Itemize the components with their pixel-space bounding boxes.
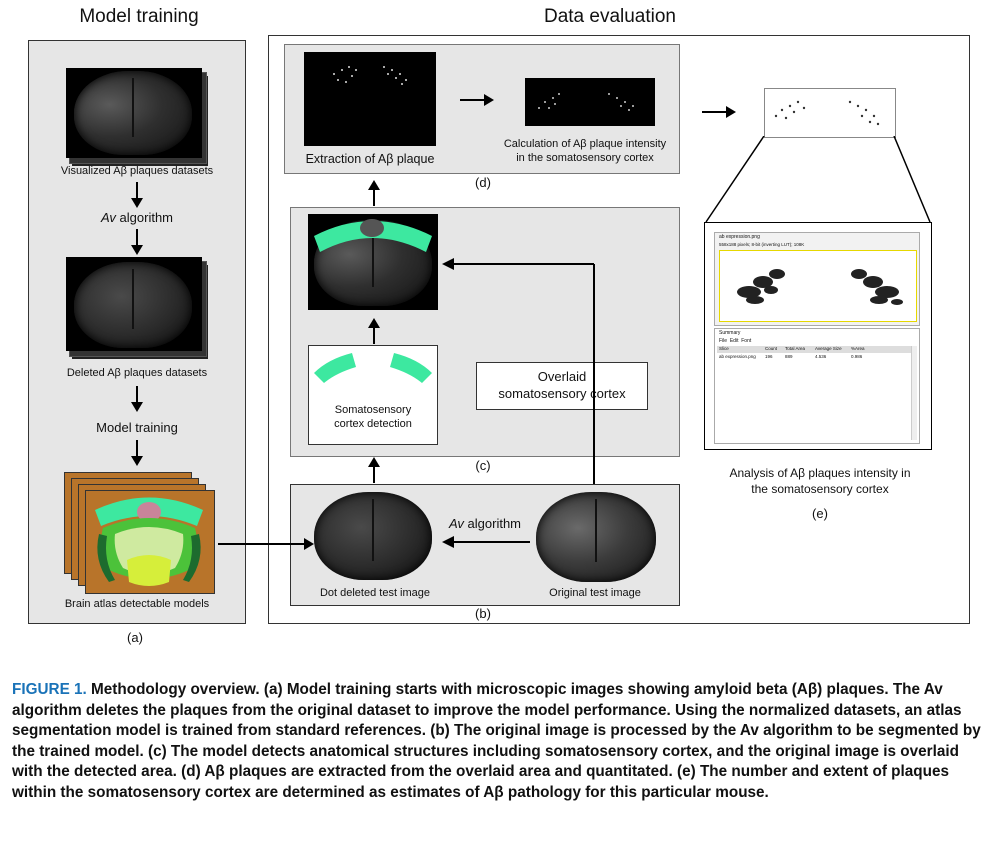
- arrow-a4: [127, 440, 147, 468]
- calc-caption-2: in the somatosensory cortex: [516, 152, 654, 164]
- original-caption: Original test image: [549, 587, 641, 599]
- imagej-info: 558x188 pixels; 8-bit (inverting LUT); 108K: [719, 242, 805, 247]
- step-model-training: Model training: [96, 420, 178, 435]
- arrow-c1: [364, 316, 384, 344]
- th-area-pct: %Area: [851, 346, 865, 351]
- label-b: (b): [475, 606, 491, 621]
- detection-caption-1: Somatosensory: [334, 404, 412, 416]
- overlaid-cortex: [308, 214, 438, 264]
- step-av-algorithm: [28, 210, 246, 226]
- label-d: (d): [475, 175, 491, 190]
- dot-deleted-caption: Dot deleted test image: [319, 587, 431, 599]
- step-atlas-models: Brain atlas detectable models: [64, 598, 210, 610]
- header-model-training: Model training: [79, 6, 199, 27]
- step-deleted: Deleted Aβ plaques datasets: [66, 367, 208, 379]
- arrow-a-to-b: [218, 536, 318, 552]
- b-av-italic: Av: [448, 516, 464, 531]
- td-count: 196: [765, 354, 773, 359]
- analysis-caption-1: Analysis of Aβ plaques intensity in: [729, 466, 911, 480]
- extraction-caption: Extraction of Aβ plaque: [305, 152, 435, 166]
- step-visualized: Visualized Aβ plaques datasets: [60, 165, 214, 177]
- figure-caption: [12, 680, 992, 803]
- summary-header-row: [717, 346, 915, 353]
- arrow-b-to-c: [364, 455, 384, 483]
- detection-caption-2: cortex detection: [334, 418, 412, 430]
- imagej-plaques: [719, 250, 915, 320]
- imagej-title: ab expression.png: [719, 234, 760, 240]
- td-area-pct: 0.986: [851, 354, 863, 359]
- arrow-a2: [127, 229, 147, 257]
- calc-dots: [525, 78, 655, 126]
- figure-label: FIGURE 1.: [12, 681, 87, 698]
- arrow-c-to-d: [364, 178, 384, 206]
- menu-edit[interactable]: Edit: [729, 338, 739, 344]
- arrow-a1: [127, 182, 147, 210]
- detection-shapes: [308, 345, 438, 395]
- imagej-window: [714, 232, 920, 326]
- td-total-area: 889: [785, 354, 793, 359]
- summary-scrollbar[interactable]: [911, 346, 917, 440]
- th-total-area: Total Area: [785, 346, 806, 351]
- th-average-size: Average Size: [815, 346, 842, 351]
- analysis-caption-2: the somatosensory cortex: [751, 482, 889, 496]
- arrow-d-to-e: [702, 104, 738, 120]
- arrow-b-original-to-deleted: [440, 534, 530, 550]
- e-thumbnail-dots: [764, 88, 894, 136]
- td-slice: ab expression.png: [719, 354, 756, 359]
- av-rest: algorithm: [115, 210, 173, 225]
- summary-title: Summary: [719, 330, 741, 336]
- av-italic: Av: [100, 210, 116, 225]
- label-e: (e): [812, 506, 828, 521]
- extraction-dots: [304, 52, 436, 146]
- arrow-a3: [127, 386, 147, 414]
- header-data-evaluation: Data evaluation: [543, 6, 677, 27]
- label-a: (a): [127, 630, 143, 645]
- brain-image-original: [536, 492, 656, 582]
- atlas-regions: [85, 490, 213, 592]
- b-av-algorithm: [440, 516, 530, 532]
- b-av-rest: algorithm: [463, 516, 521, 531]
- caption-text: Methodology overview. (a) Model training starts with microscopic images showing amyloid beta (Aβ) plaques. The Av algorithm deletes the plaques from the original dataset to improve the model performance. Using the normalized datasets, an atlas segmentation model is trained from standard references. (b) The original image is processed by the Av algorithm to be segmented by the trained model. (c) The model detects anatomical structures including somatosensory cortex, and the original image is overlaid with the detected area. (d) Aβ plaques are extracted from the overlaid area and quantitated. (e) The number and extent of plaques within the somatosensory cortex are determined as estimates of Aβ pathology for this particular mouse.: [12, 681, 981, 801]
- brain-image-deleted: [74, 262, 192, 348]
- th-count: Count: [765, 346, 778, 351]
- summary-data-row: [717, 354, 915, 361]
- td-average-size: 4.536: [815, 354, 827, 359]
- e-zoom-lines: [700, 136, 940, 226]
- overlaid-caption-1: Overlaid: [537, 369, 587, 384]
- menu-file[interactable]: File: [719, 338, 728, 344]
- summary-window: [714, 328, 920, 444]
- arrow-d1: [460, 92, 496, 108]
- overlaid-caption-2: somatosensory cortex: [498, 386, 626, 401]
- summary-menu: [719, 338, 751, 344]
- th-slice: Slice: [719, 346, 729, 351]
- menu-font[interactable]: Font: [741, 338, 752, 344]
- calc-caption-1: Calculation of Aβ plaque intensity: [503, 138, 667, 150]
- brain-image-visualized: [74, 71, 192, 155]
- brain-image-dot-deleted: [314, 492, 432, 580]
- label-c: (c): [475, 458, 491, 473]
